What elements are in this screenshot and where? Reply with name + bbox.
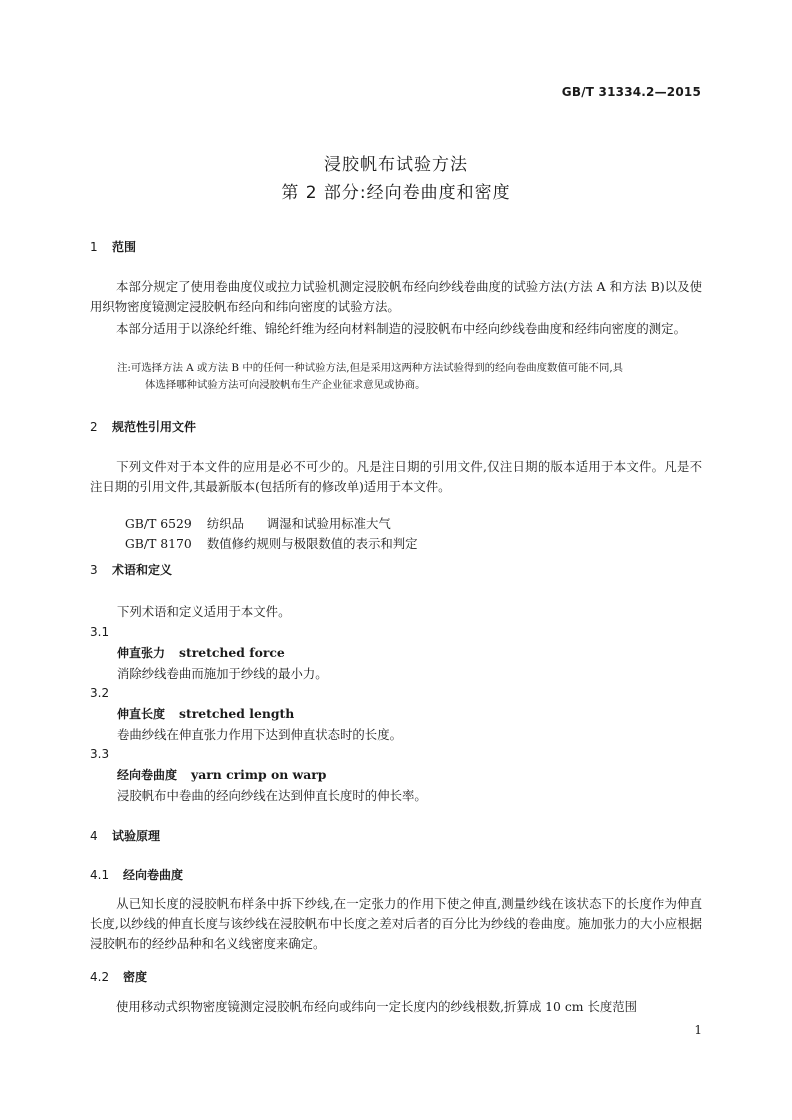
term-zh: 伸直张力: [117, 646, 166, 660]
subsection-4-1-heading: [90, 866, 183, 883]
term-definition: 浸胶帆布中卷曲的经向纱线在达到伸直长度时的伸长率。: [117, 788, 427, 803]
section-1-heading: [90, 238, 136, 255]
paragraph-text: 本部分规定了使用卷曲度仪或拉力试验机测定浸胶帆布经向纱线卷曲度的试验方法(方法 A 和方法 B)以及使用织物密度镜测定浸胶帆布经向和纬向密度的试验方法。: [90, 279, 702, 314]
section-title: 范围: [112, 240, 137, 254]
paragraph-text: 从已知长度的浸胶帆布样条中拆下纱线,在一定张力的作用下使之伸直,测量纱线在该状态下的长度作为伸直长度,以纱线的伸直长度与该纱线在浸胶帆布中长度之差对后者的百分比为纱线的卷曲度。施加张力的大小应根据浸胶帆布的经纱品种和名义线密度来确定。: [90, 896, 702, 951]
term-title: [117, 766, 326, 783]
term-zh: 伸直长度: [117, 707, 166, 721]
term-zh: 经向卷曲度: [117, 768, 178, 782]
term-number: 3.3: [90, 747, 110, 761]
subsection-title: 密度: [123, 970, 148, 984]
reference-desc: 调湿和试验用标准大气: [266, 516, 391, 531]
section-number: 1: [90, 240, 98, 254]
paragraph: [90, 319, 702, 339]
term-definition: 消除纱线卷曲而施加于纱线的最小力。: [117, 666, 328, 681]
section-number: 3: [90, 563, 98, 577]
section-2-heading: [90, 418, 196, 435]
document-title: 浸胶帆布试验方法: [324, 155, 468, 175]
term-title: [117, 644, 285, 661]
reference-item: [117, 519, 418, 552]
reference-code: GB/T 6529: [124, 516, 192, 531]
subsection-number: 4.1: [90, 868, 110, 882]
section-title: 术语和定义: [112, 563, 173, 577]
section-3-heading: [90, 561, 172, 578]
term-en: stretched length: [179, 706, 295, 721]
term-en: stretched force: [179, 645, 285, 660]
reference-code: GB/T 8170: [124, 536, 192, 551]
term-definition: 卷曲纱线在伸直张力作用下达到伸直状态时的长度。: [117, 727, 402, 742]
section-title: 规范性引用文件: [112, 420, 197, 434]
page-number: 1: [694, 1023, 702, 1037]
paragraph-text: 本部分适用于以涤纶纤维、锦纶纤维为经向材料制造的浸胶帆布中经向纱线卷曲度和经纬向密度的测定。: [116, 321, 686, 336]
standard-code: GB/T 31334.2—2015: [561, 85, 701, 99]
document-subtitle: 第 2 部分:经向卷曲度和密度: [281, 183, 511, 203]
paragraph: [90, 894, 702, 954]
reference-name: 纺织品: [206, 516, 245, 531]
paragraph-text: 下列文件对于本文件的应用是必不可少的。凡是注日期的引用文件,仅注日期的版本适用于本文件。凡是不注日期的引用文件,其最新版本(包括所有的修改单)适用于本文件。: [90, 459, 702, 494]
note-line: 注:可选择方法 A 或方法 B 中的任何一种试验方法,但是采用这两种方法试验得到的经向卷曲度数值可能不同,具: [117, 362, 624, 374]
subsection-number: 4.2: [90, 970, 110, 984]
section-4-heading: [90, 827, 160, 844]
term-number: 3.2: [90, 686, 110, 700]
paragraph: [90, 997, 702, 1017]
paragraph: 下列术语和定义适用于本文件。: [117, 604, 291, 619]
section-number: 4: [90, 829, 98, 843]
subsection-4-2-heading: [90, 968, 147, 985]
paragraph: [90, 457, 702, 497]
note-line: 体选择哪种试验方法可向浸胶帆布生产企业征求意见或协商。: [145, 379, 426, 391]
term-en: yarn crimp on warp: [191, 767, 327, 782]
term-title: [117, 705, 294, 722]
reference-name: 数值修约规则与极限数值的表示和判定: [206, 536, 418, 551]
subsection-title: 经向卷曲度: [123, 868, 184, 882]
paragraph-text: 使用移动式织物密度镜测定浸胶帆布经向或纬向一定长度内的纱线根数,折算成 10 cm 长度范围: [116, 999, 638, 1014]
section-title: 试验原理: [112, 829, 161, 843]
note: [117, 360, 702, 394]
term-number: 3.1: [90, 625, 110, 639]
paragraph: [90, 277, 702, 317]
section-number: 2: [90, 420, 98, 434]
